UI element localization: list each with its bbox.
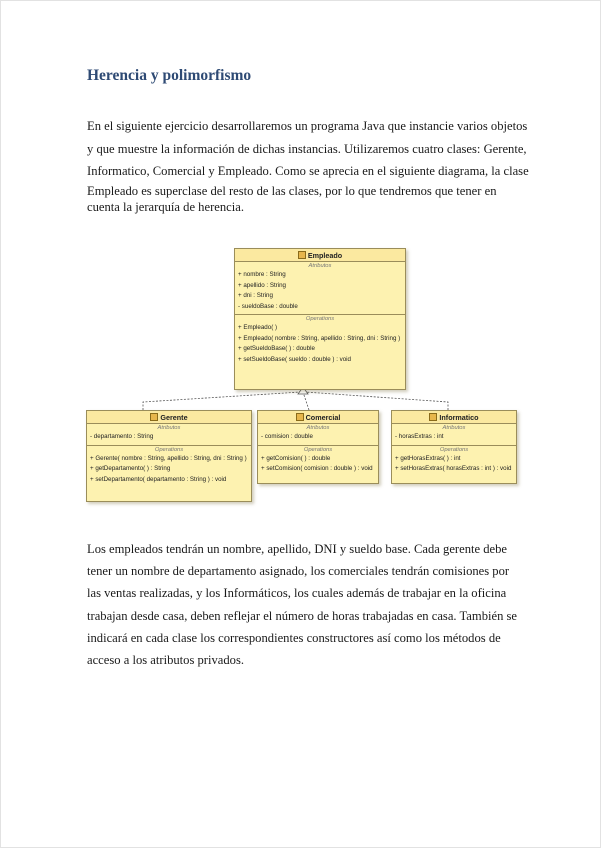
- intro-line-2: y que muestre la información de dichas instancias. Utilizaremos cuatro clases: Gerente,: [87, 141, 527, 156]
- requirements-paragraph: [87, 538, 527, 671]
- class-name: Empleado: [307, 251, 343, 260]
- attributes-list: [235, 270, 405, 314]
- attribute: - comision : double: [261, 433, 313, 440]
- operation: + Empleado( nombre : String, apellido : String, dni : String ): [238, 334, 401, 342]
- hierarchy-line-1: Empleado es superclase del resto de las clases, por lo que tendremos que tener en: [87, 184, 497, 198]
- hierarchy-line-2: cuenta la jerarquía de herencia.: [87, 200, 244, 214]
- hierarchy-paragraph: [87, 183, 527, 215]
- operation: + getComision( ) : double: [261, 454, 331, 462]
- intro-paragraph: [87, 115, 527, 183]
- class-name: Informatico: [439, 413, 479, 422]
- attributes-list: [258, 432, 378, 445]
- comercial-inheritance-line: [303, 392, 309, 410]
- requirements-line-4: trabajan desde casa, deben reflejar el número de horas trabajadas en casa. También se: [87, 608, 518, 623]
- class-title: [258, 411, 378, 424]
- operations-label: Operations: [154, 446, 184, 453]
- operations-label: Operations: [303, 446, 333, 453]
- gerente-inheritance-line: [143, 392, 301, 410]
- operation: + setComision( comision : double ) : void: [261, 465, 373, 472]
- class-title: [87, 411, 251, 424]
- requirements-line-3: las ventas realizadas, y los Informáticos, los cuales además de trabajar en la oficina: [87, 586, 507, 601]
- operation: + setDepartamento( departamento : String ) : void: [90, 475, 227, 483]
- operations-list: [258, 454, 378, 477]
- class-icon: [150, 413, 158, 421]
- attributes-list: [392, 432, 516, 445]
- class-empleado[interactable]: [234, 248, 406, 390]
- class-icon: [298, 251, 306, 259]
- attributes-label: Atributos: [442, 425, 466, 431]
- class-title: [392, 411, 516, 424]
- attributes-label: Atributos: [157, 425, 181, 431]
- attribute: + nombre : String: [238, 271, 286, 278]
- requirements-line-2: tener un nombre de departamento asignado, los comerciales tendrán comisiones por: [87, 564, 510, 579]
- requirements-line-5: indicará en cada clase los correspondientes constructores así como los métodos de: [87, 630, 501, 645]
- requirements-line-6: acceso a los atributos privados.: [87, 653, 245, 668]
- class-icon: [429, 413, 437, 421]
- class-gerente[interactable]: [86, 410, 252, 502]
- class-name: Comercial: [305, 413, 341, 422]
- operation: + getSueldoBase( ) : double: [238, 345, 315, 352]
- operations-label: Operations: [439, 446, 469, 453]
- operations-list: [235, 323, 405, 367]
- operations-list: [87, 454, 251, 488]
- class-name: Gerente: [160, 413, 188, 422]
- attribute: + dni : String: [238, 292, 273, 299]
- operation: + Gerente( nombre : String, apellido : String, dni : String ): [90, 454, 247, 462]
- operations-label: Operations: [305, 316, 335, 322]
- requirements-line-1: Los empleados tendrán un nombre, apellido, DNI y sueldo base. Cada gerente debe: [87, 542, 508, 556]
- class-title: [235, 249, 405, 262]
- operation: + getDepartamento( ) : String: [90, 465, 171, 472]
- section-heading: Herencia y polimorfismo: [87, 67, 252, 84]
- class-icon: [296, 413, 304, 421]
- attribute: - departamento : String: [90, 433, 154, 440]
- class-comercial[interactable]: [257, 410, 379, 484]
- intro-line-1: En el siguiente ejercicio desarrollaremos un programa Java que instancie varios objetos: [87, 119, 528, 133]
- intro-line-3: Informatico, Comercial y Empleado. Como se aprecia en el siguiente diagrama, la clase: [87, 164, 529, 178]
- attributes-list: [87, 432, 251, 445]
- attributes-label: Atributos: [308, 263, 332, 269]
- attribute: - horasExtras : int: [395, 433, 444, 440]
- operation: + setHorasExtras( horasExtras : int ) : void: [395, 465, 512, 472]
- uml-class-diagram: [83, 244, 520, 506]
- informatico-inheritance-line: [305, 392, 448, 410]
- attribute: - sueldoBase : double: [238, 302, 298, 310]
- attributes-label: Atributos: [306, 425, 330, 431]
- operation: + Empleado( ): [238, 324, 278, 331]
- operation: + setSueldoBase( sueldo : double ) : void: [238, 355, 351, 363]
- operation: + getHorasExtras( ) : int: [395, 454, 461, 462]
- attribute: + apellido : String: [238, 281, 286, 289]
- class-informatico[interactable]: [391, 410, 517, 484]
- operations-list: [392, 454, 516, 477]
